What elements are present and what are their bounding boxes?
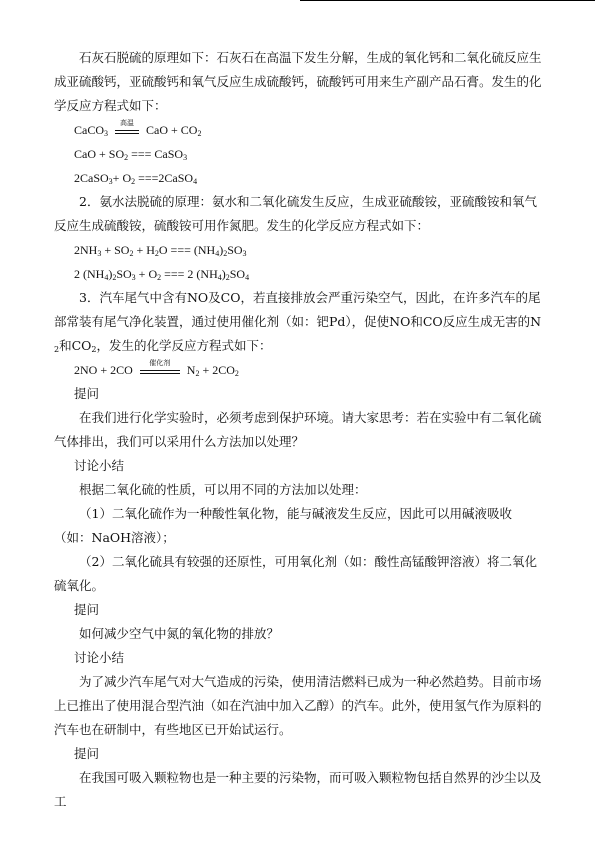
paragraph-question-nox: 如何减少空气中氮的氧化物的排放？ bbox=[79, 626, 280, 641]
paragraph-limestone-desulfurization: 石灰石脱硫的原理如下：石灰石在高温下发生分解，生成的氧化钙和二氧化硫反应生成亚硫酸钙，亚硫酸钙和氧气反应生成硫酸钙，硫酸钙可用来生产副产品石膏。发生的化学反应方程式如下： bbox=[54, 50, 542, 113]
paragraph-ammonia-desulfurization: 2．氨水法脱硫的原理：氨水和二氧化硫发生反应，生成亚硫酸铵，亚硫酸铵和氧气反应生成硫酸铵，硫酸铵可用作氮肥。发生的化学反应方程式如下： bbox=[54, 194, 537, 233]
paragraph-clean-fuel: 为了减少汽车尾气对大气造成的污染，使用清洁燃料已成为一种必然趋势。目前市场上已推出了使用混合型汽油（如在汽油中加入乙醇）的汽车。此外，使用氢气作为原料的汽车也在研制中，有些地区已开始试运行。 bbox=[54, 674, 542, 737]
section-label-question: 提问 bbox=[74, 602, 100, 617]
equation-cao-so2: CaO + $SO_2$ === CaSO$_3$ bbox=[74, 147, 188, 162]
equation-caso3-oxidation: 2CaSO$_3$+ $O_2$ ===2CaSO$_4$ bbox=[74, 171, 198, 186]
section-label-question: 提问 bbox=[74, 746, 100, 761]
paragraph-particulates: 在我国可吸入颗粒物也是一种主要的污染物，而可吸入颗粒物包括自然界的沙尘以及工 bbox=[54, 770, 542, 809]
header-rule bbox=[300, 0, 595, 1]
paragraph-method-alkali: （1）二氧化硫作为一种酸性氧化物，能与碱液发生反应，因此可以用碱液吸收（如：NaOH溶液）； bbox=[54, 506, 512, 545]
document-page bbox=[54, 46, 544, 814]
section-label-summary: 讨论小结 bbox=[74, 458, 125, 473]
condition-high-temp: 高温 bbox=[115, 128, 139, 134]
section-label-summary: 讨论小结 bbox=[74, 650, 125, 665]
paragraph-method-oxidant: （2）二氧化硫具有较强的还原性，可用氧化剂（如：酸性高锰酸钾溶液）将二氧化硫氧化。 bbox=[54, 554, 537, 593]
equation-catalytic-converter: 2NO + 2CO 催化剂 $N_2 + 2CO_2$ bbox=[74, 359, 239, 378]
section-label-question: 提问 bbox=[74, 386, 100, 401]
equation-sulfite-oxidation: 2 $(NH_4)_2SO_3 + O_2$ === 2 $(NH_4)_2SO_4$ bbox=[74, 267, 250, 282]
equation-caco3-decomposition: CaCO$_3$ 高温 CaO + $CO_2$ bbox=[74, 119, 202, 138]
paragraph-vehicle-exhaust: 3．汽车尾气中含有NO及CO，若直接排放会严重污染空气，因此，在许多汽车的尾部常装有尾气净化装置，通过使用催化剂（如：钯Pd），促使NO和CO反应生成无害的$N_2$和$CO_2$，发生的化学反应方程式如下： bbox=[54, 290, 542, 354]
condition-catalyst: 催化剂 bbox=[140, 368, 180, 374]
paragraph-so2-treatment: 根据二氧化硫的性质，可以用不同的方法加以处理： bbox=[79, 482, 367, 497]
paragraph-question-so2: 在我们进行化学实验时，必须考虑到保护环境。请大家思考：若在实验中有二氧化硫气体排出，我们可以采用什么方法加以处理？ bbox=[54, 410, 542, 449]
equation-nh3-so2: $2NH_3 + SO_2 + H_2O$ === $(NH_4)_2SO_3$ bbox=[74, 243, 247, 258]
